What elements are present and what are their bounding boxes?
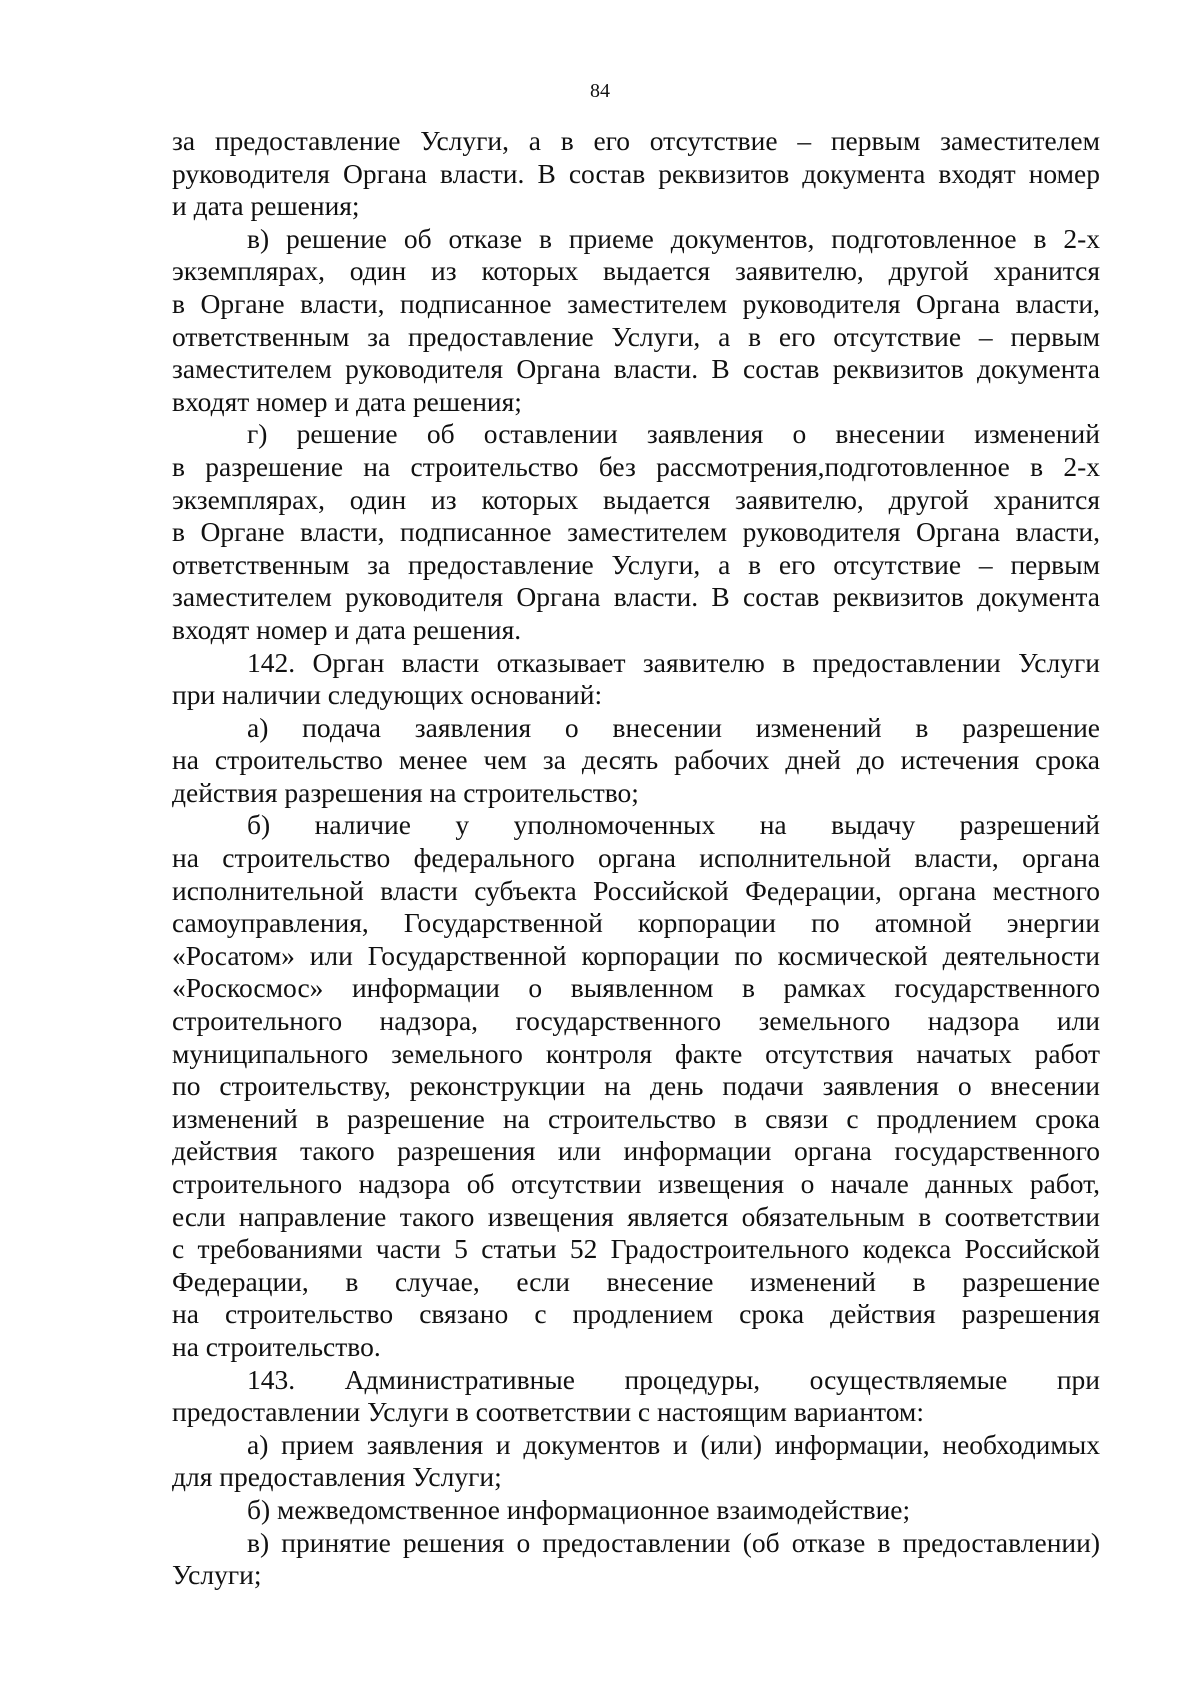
text-line: действия разрешения на строительство; [172,776,639,808]
text-line: исполнительной власти субъекта Российской Федерации, органа местного [172,874,1100,906]
text-line: б) межведомственное информационное взаимодействие; [247,1493,911,1525]
text-line: по строительству, реконструкции на день подачи заявления о внесении [172,1070,1100,1102]
text-line: «Росатом» или Государственной корпорации по космической деятельности [172,939,1100,971]
text-line: самоуправления, Государственной корпорации по атомной энергии [172,907,1100,939]
text-line: ответственным за предоставление Услуги, а в его отсутствие – первым [172,320,1100,352]
text-line: заместителем руководителя Органа власти. В состав реквизитов документа [172,353,1100,385]
text-line: а) подача заявления о внесении изменений в разрешение [247,711,1100,743]
text-line: на строительство менее чем за десять рабочих дней до истечения срока [172,744,1100,776]
text-line: экземплярах, один из которых выдается заявителю, другой хранится [172,255,1100,287]
document-body [172,125,1100,1592]
text-line: в Органе власти, подписанное заместителем руководителя Органа власти, [172,516,1100,548]
text-line: Услуги; [172,1559,262,1591]
text-line: для предоставления Услуги; [172,1461,502,1493]
text-line: действия такого разрешения или информации органа государственного [172,1135,1100,1167]
text-line: при наличии следующих оснований: [172,679,603,711]
text-line: изменений в разрешение на строительство в связи с продлением срока [172,1102,1100,1134]
text-line: в разрешение на строительство без рассмотрения,подготовленное в 2-х [172,450,1100,482]
text-line: Федерации, в случае, если внесение изменений в разрешение [172,1265,1100,1297]
text-line: г) решение об оставлении заявления о внесении изменений [247,418,1100,450]
text-line: и дата решения; [172,190,360,222]
text-line: если направление такого извещения является обязательным в соответствии [172,1200,1100,1232]
page-number: 84 [590,80,610,102]
text-line: экземплярах, один из которых выдается заявителю, другой хранится [172,483,1100,515]
text-line: б) наличие у уполномоченных на выдачу разрешений [247,809,1100,841]
text-line: «Роскосмос» информации о выявленном в рамках государственного [172,972,1100,1004]
text-line: муниципального земельного контроля факте отсутствия начатых работ [172,1037,1100,1069]
text-line: строительного надзора об отсутствии извещения о начале данных работ, [172,1168,1100,1199]
text-line: входят номер и дата решения; [172,385,522,417]
text-line: на строительство федерального органа исполнительной власти, органа [172,842,1100,874]
text-line: ответственным за предоставление Услуги, а в его отсутствие – первым [172,548,1100,580]
text-line: за предоставление Услуги, а в его отсутствие – первым заместителем [172,125,1100,156]
text-line: входят номер и дата решения. [172,613,522,645]
text-line: с требованиями части 5 статьи 52 Градостроительного кодекса Российской [172,1233,1100,1265]
text-line: руководителя Органа власти. В состав реквизитов документа входят номер [172,157,1100,189]
text-line: на строительство связано с продлением срока действия разрешения [172,1298,1100,1330]
text-line: в) решение об отказе в приеме документов, подготовленное в 2-х [247,222,1100,254]
text-line: а) прием заявления и документов и (или) информации, необходимых [247,1428,1100,1460]
text-line: заместителем руководителя Органа власти. В состав реквизитов документа [172,581,1100,613]
text-line: 142. Орган власти отказывает заявителю в предоставлении Услуги [247,646,1100,678]
text-line: в Органе власти, подписанное заместителем руководителя Органа власти, [172,287,1100,319]
text-line: 143. Административные процедуры, осуществляемые при [247,1363,1100,1395]
text-line: строительного надзора, государственного земельного надзора или [172,1005,1100,1037]
text-line: в) принятие решения о предоставлении (об отказе в предоставлении) [247,1526,1100,1558]
text-line: на строительство. [172,1330,381,1362]
text-line: предоставлении Услуги в соответствии с настоящим вариантом: [172,1396,924,1428]
